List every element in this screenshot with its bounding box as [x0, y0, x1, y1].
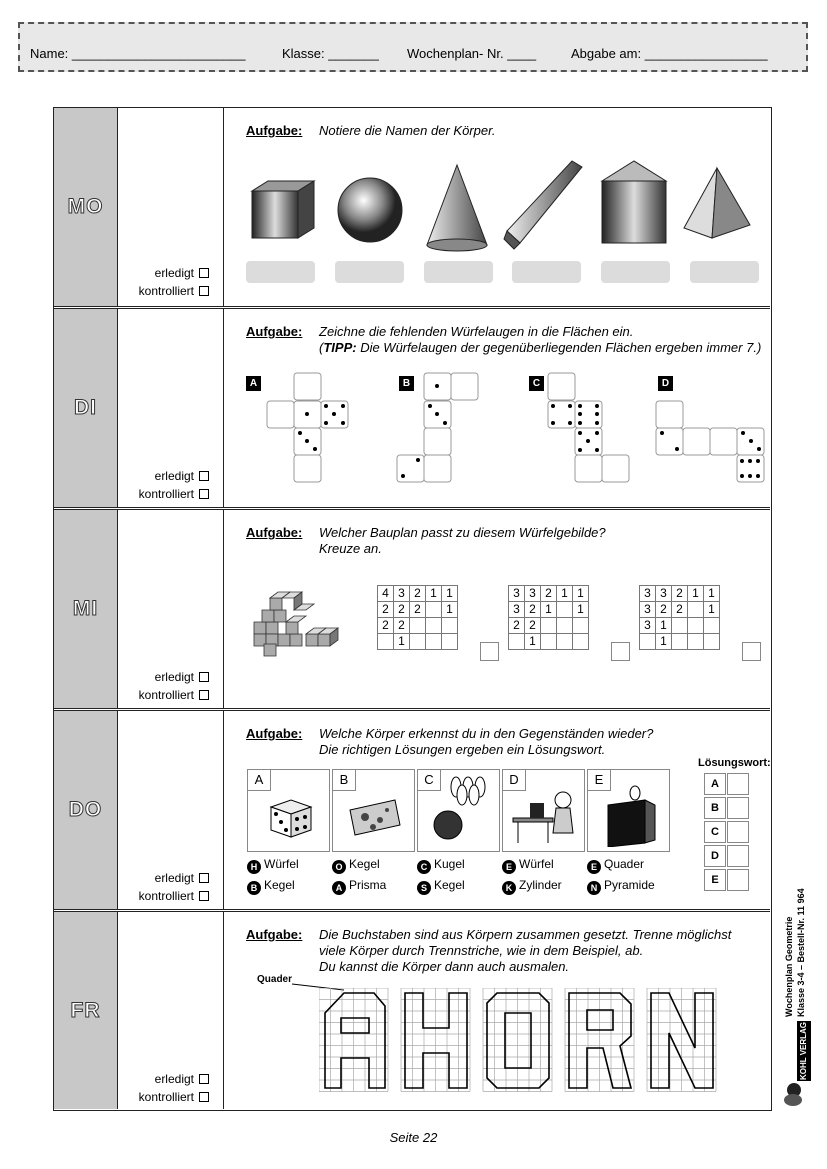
letter-r[interactable] [565, 988, 634, 1092]
plan-row [378, 586, 458, 602]
plan-cell [378, 634, 394, 650]
net-label-c: C [529, 376, 544, 391]
picture-d-magician: D [502, 769, 585, 852]
publisher-mascot-icon [781, 1080, 807, 1108]
done-checkbox-tuesday[interactable]: erledigt [155, 469, 209, 483]
publisher-logo: KOHL VERLAG [797, 1021, 811, 1081]
bowling-icon [426, 775, 496, 847]
answer-box-4[interactable] [512, 261, 581, 283]
plan-row [640, 586, 720, 602]
plan-cell [426, 618, 442, 634]
name-field-label[interactable]: Name: ________________________ [30, 46, 246, 61]
task-area-tuesday [224, 309, 770, 507]
task-label: Aufgabe: [246, 927, 303, 942]
plan-cell [704, 634, 720, 650]
building-plan-1 [377, 585, 458, 650]
option-e1[interactable]: E Würfel [502, 857, 554, 874]
done-checkbox-monday[interactable]: erledigt [155, 266, 209, 280]
plan-cell: 3 [394, 586, 410, 602]
plan-row [640, 602, 720, 618]
option-c[interactable]: C Kugel [417, 857, 465, 874]
plan-row [509, 634, 589, 650]
cone-icon [427, 165, 487, 251]
net-label-a: A [246, 376, 261, 391]
plan-cell: 1 [442, 602, 458, 618]
solution-box-c[interactable] [727, 821, 749, 843]
dice-icon [266, 792, 316, 842]
day-label-thursday: DO [54, 711, 118, 909]
plan-cell: 1 [688, 586, 704, 602]
plan-cell [688, 634, 704, 650]
plan-cell [672, 618, 688, 634]
task-area-thursday [224, 711, 770, 909]
option-e2[interactable]: E Quader [587, 857, 644, 874]
header-bar [18, 22, 808, 72]
cube-icon [252, 181, 314, 238]
plan-cell: 3 [640, 586, 656, 602]
example-label-quader: Quader [257, 974, 293, 985]
letter-o[interactable] [483, 988, 552, 1092]
option-n[interactable]: N Pyramide [587, 878, 655, 895]
pyramid-icon [684, 168, 750, 238]
plan-cell: 2 [672, 586, 688, 602]
plan-cell: 1 [426, 586, 442, 602]
plan-cell [541, 634, 557, 650]
plan-cell [557, 602, 573, 618]
letter-n[interactable] [647, 988, 716, 1092]
task-label: Aufgabe: [246, 324, 303, 339]
plan-cell [672, 634, 688, 650]
day-label-monday: MO [54, 108, 118, 306]
page-number: Seite 22 [389, 1130, 438, 1145]
plan-row [509, 586, 589, 602]
day-label-friday: FR [54, 912, 118, 1109]
publisher-sidebar [779, 855, 823, 1110]
dice-nets-illustration[interactable] [264, 369, 784, 489]
plan-cell: 2 [378, 602, 394, 618]
plan-cell [442, 618, 458, 634]
due-date-label[interactable]: Abgabe am: _________________ [571, 46, 768, 61]
letter-a[interactable] [319, 988, 388, 1092]
letter-grid-illustration[interactable] [319, 988, 779, 1094]
option-h[interactable]: H Würfel [247, 857, 299, 874]
task-text-friday: Die Buchstaben sind aus Körpern zusammen gesetzt. Trenne möglichst viele Körper durch Trennstriche, wie in dem Beispiel, ab. Du kannst die Körper dann auch ausmalen. [319, 927, 732, 974]
day-label-tuesday: DI [54, 309, 118, 507]
plan-cell [442, 634, 458, 650]
picture-a-dice: A [247, 769, 330, 852]
plan-cell: 4 [378, 586, 394, 602]
option-k[interactable]: K Zylinder [502, 878, 562, 895]
checklist-monday [118, 108, 224, 306]
option-a[interactable]: A Prisma [332, 878, 386, 895]
plan-cell: 1 [541, 602, 557, 618]
task-area-monday [224, 108, 770, 306]
checked-checkbox-tuesday[interactable]: kontrolliert [139, 487, 209, 501]
plan-cell: 1 [573, 602, 589, 618]
plan-cell [557, 618, 573, 634]
day-row-monday [54, 108, 770, 309]
plan-cell: 2 [541, 586, 557, 602]
answer-box-6[interactable] [690, 261, 759, 283]
task-label: Aufgabe: [246, 525, 303, 540]
magician-icon [508, 788, 580, 848]
checklist-wednesday [118, 510, 224, 708]
plan-row [378, 618, 458, 634]
solids-illustration [242, 153, 762, 253]
checked-checkbox-monday[interactable]: kontrolliert [139, 284, 209, 298]
plan-cell: 1 [656, 618, 672, 634]
sidebar-title: Wochenplan Geometrie [784, 916, 794, 1017]
day-row-friday [54, 912, 770, 1109]
plan-row [378, 602, 458, 618]
plan-cell: 2 [509, 618, 525, 634]
checked-checkbox-friday[interactable]: kontrolliert [139, 1090, 209, 1104]
plan-cell [541, 618, 557, 634]
plan-cell: 1 [704, 586, 720, 602]
solution-box-d[interactable] [727, 845, 749, 867]
picture-b-cheese: B [332, 769, 415, 852]
solution-letter-a: A [704, 773, 726, 795]
prism-icon [504, 161, 582, 249]
solution-word-label: Lösungswort: [698, 757, 771, 769]
task-text-thursday: Welche Körper erkennst du in den Gegenständen wieder? Die richtigen Lösungen ergeben ein Lösungswort. [319, 726, 654, 757]
sphere-icon [338, 178, 402, 242]
plan-cell: 3 [525, 586, 541, 602]
plan-cell: 1 [525, 634, 541, 650]
building-plan-2 [508, 585, 589, 650]
plan-cell [410, 618, 426, 634]
cheese-icon [345, 795, 405, 840]
plan-row [640, 634, 720, 650]
plan-cell [426, 602, 442, 618]
tick-box-plan-3[interactable] [742, 642, 761, 661]
solution-letter-b: B [704, 797, 726, 819]
done-checkbox-wednesday[interactable]: erledigt [155, 670, 209, 684]
day-row-thursday [54, 711, 770, 912]
week-plan-table [53, 107, 772, 1111]
task-text-wednesday: Welcher Bauplan passt zu diesem Würfelgebilde? Kreuze an. [319, 525, 606, 556]
solution-box-b[interactable] [727, 797, 749, 819]
plan-cell: 2 [394, 618, 410, 634]
plan-cell: 1 [557, 586, 573, 602]
cube-structure-illustration [244, 582, 354, 662]
plan-cell: 2 [525, 602, 541, 618]
suitcase-icon [600, 785, 664, 847]
done-checkbox-thursday[interactable]: erledigt [155, 871, 209, 885]
plan-cell: 3 [509, 586, 525, 602]
plan-cell: 2 [394, 602, 410, 618]
day-row-wednesday [54, 510, 770, 711]
solution-box-a[interactable] [727, 773, 749, 795]
picture-e-suitcase: E [587, 769, 670, 852]
solution-box-e[interactable] [727, 869, 749, 891]
checklist-thursday [118, 711, 224, 909]
plan-cell [426, 634, 442, 650]
option-o[interactable]: O Kegel [332, 857, 380, 874]
plan-cell [640, 634, 656, 650]
tick-box-plan-1[interactable] [480, 642, 499, 661]
solution-letter-c: C [704, 821, 726, 843]
done-checkbox-friday[interactable]: erledigt [155, 1072, 209, 1086]
plan-cell: 1 [656, 634, 672, 650]
plan-cell: 1 [442, 586, 458, 602]
checked-checkbox-thursday[interactable]: kontrolliert [139, 889, 209, 903]
plan-cell: 2 [410, 602, 426, 618]
plan-cell: 1 [394, 634, 410, 650]
answer-box-5[interactable] [601, 261, 670, 283]
plan-cell: 1 [704, 602, 720, 618]
plan-cell: 2 [525, 618, 541, 634]
answer-box-2[interactable] [335, 261, 404, 283]
plan-cell [688, 618, 704, 634]
net-label-b: B [399, 376, 414, 391]
solution-letter-d: D [704, 845, 726, 867]
plan-cell [557, 634, 573, 650]
checklist-friday [118, 912, 224, 1109]
plan-number-label[interactable]: Wochenplan- Nr. ____ [407, 46, 537, 61]
solution-letter-e: E [704, 869, 726, 891]
plan-cell [704, 618, 720, 634]
option-b[interactable]: B Kegel [247, 878, 295, 895]
plan-cell: 3 [640, 618, 656, 634]
plan-cell: 1 [573, 586, 589, 602]
checklist-tuesday [118, 309, 224, 507]
day-row-tuesday [54, 309, 770, 510]
task-area-friday [224, 912, 770, 1109]
tick-box-plan-2[interactable] [611, 642, 630, 661]
plan-cell [573, 618, 589, 634]
answer-box-1[interactable] [246, 261, 315, 283]
letter-h[interactable] [401, 988, 470, 1092]
plan-row [378, 634, 458, 650]
plan-row [509, 602, 589, 618]
plan-cell [509, 634, 525, 650]
task-text-monday: Notiere die Namen der Körper. [319, 123, 496, 138]
plan-cell: 3 [509, 602, 525, 618]
task-area-wednesday [224, 510, 770, 708]
plan-cell: 3 [640, 602, 656, 618]
task-label: Aufgabe: [246, 123, 303, 138]
sidebar-order-number: Klasse 3-4 – Bestell-Nr. 11 964 [796, 888, 806, 1017]
plan-row [509, 618, 589, 634]
task-text-tuesday: Zeichne die fehlenden Würfelaugen in die Flächen ein. (TIPP: Die Würfelaugen der gegenüberliegenden Flächen ergeben immer 7.) [319, 324, 762, 355]
picture-c-bowling: C [417, 769, 500, 852]
plan-cell [688, 602, 704, 618]
answer-box-3[interactable] [424, 261, 493, 283]
option-s[interactable]: S Kegel [417, 878, 465, 895]
class-field-label[interactable]: Klasse: _______ [282, 46, 379, 61]
plan-cell [410, 634, 426, 650]
checked-checkbox-wednesday[interactable]: kontrolliert [139, 688, 209, 702]
building-plan-3 [639, 585, 720, 650]
plan-cell: 2 [410, 586, 426, 602]
day-label-wednesday: MI [54, 510, 118, 708]
cylinder-icon [602, 161, 666, 243]
plan-cell [573, 634, 589, 650]
plan-cell: 2 [378, 618, 394, 634]
plan-cell: 2 [656, 602, 672, 618]
plan-row [640, 618, 720, 634]
net-label-d: D [658, 376, 673, 391]
task-label: Aufgabe: [246, 726, 303, 741]
plan-cell: 3 [656, 586, 672, 602]
plan-cell: 2 [672, 602, 688, 618]
